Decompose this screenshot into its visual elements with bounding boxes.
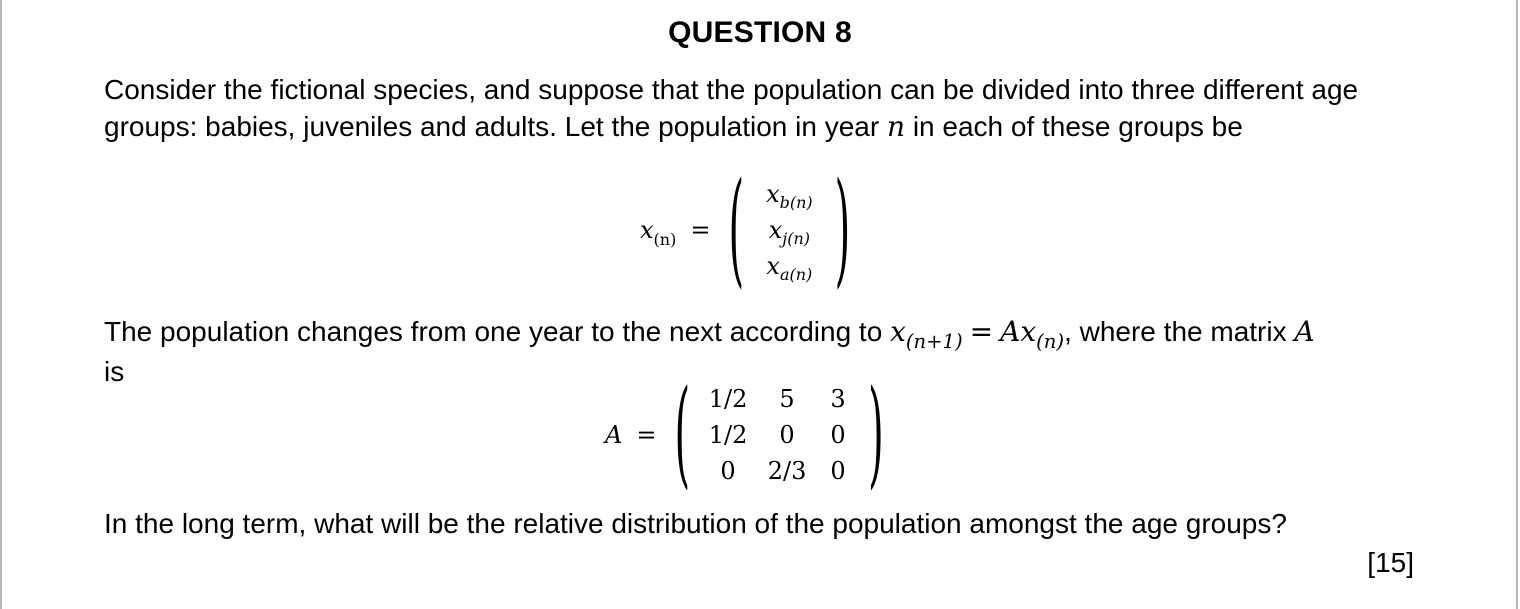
- transition-matrix-equation: [605, 368, 884, 502]
- change-equals: =: [969, 315, 994, 348]
- matrix-variable: A: [1294, 315, 1315, 348]
- marks-label: [15]: [1367, 547, 1414, 578]
- right-paren: ): [834, 158, 851, 302]
- intro-variable: n: [886, 110, 906, 143]
- intro-tail: in each of these groups be: [912, 111, 1243, 142]
- matrix-cell: 0: [830, 421, 846, 449]
- equals-sign: =: [690, 216, 711, 244]
- matrix-lhs: A: [605, 421, 623, 449]
- change-rhs: $Ax_{(n)}$: [1000, 315, 1065, 353]
- vector-entry-adults: $x_{a(n)}$: [766, 252, 813, 284]
- intro-paragraph: [104, 71, 1424, 145]
- final-question: In the long term, what will be the relative distribution of the population amongst the age groups?: [104, 508, 1287, 539]
- change-mid: , where the matrix: [1064, 316, 1287, 347]
- vector-lhs: $x_{(n)}$: [640, 216, 677, 249]
- population-vector-equation: [640, 158, 851, 302]
- matrix-cell: 1/2: [708, 385, 748, 413]
- matrix-cell: 5: [779, 385, 795, 413]
- change-tail: is: [104, 356, 125, 387]
- question-title: QUESTION 8: [668, 16, 852, 49]
- matrix-cell: 2/3: [767, 457, 807, 485]
- matrix-cell: 1/2: [708, 421, 748, 449]
- matrix-cell: 0: [830, 457, 846, 485]
- equals-sign: =: [636, 421, 657, 449]
- left-paren: (: [728, 158, 745, 302]
- transition-paragraph: [104, 313, 1424, 390]
- matrix-cell: 0: [720, 457, 736, 485]
- vector-entry-juveniles: $x_{j(n)}$: [768, 216, 810, 248]
- left-paren: (: [674, 368, 691, 502]
- matrix-cell: 0: [779, 421, 795, 449]
- vector-entry-babies: $x_{b(n)}$: [766, 180, 813, 212]
- transition-matrix: [690, 381, 868, 489]
- matrix-cell: 3: [830, 385, 846, 413]
- population-vector: [744, 176, 835, 284]
- intro-text: Consider the fictional species, and suppose that the population can be divided into three different age groups: babies, juveniles and adults. Let the population in year: [104, 74, 1359, 142]
- change-lhs: $x_{(n+1)}$: [890, 315, 963, 353]
- change-text: The population changes from one year to the next according to: [104, 316, 883, 347]
- right-paren: ): [868, 368, 884, 502]
